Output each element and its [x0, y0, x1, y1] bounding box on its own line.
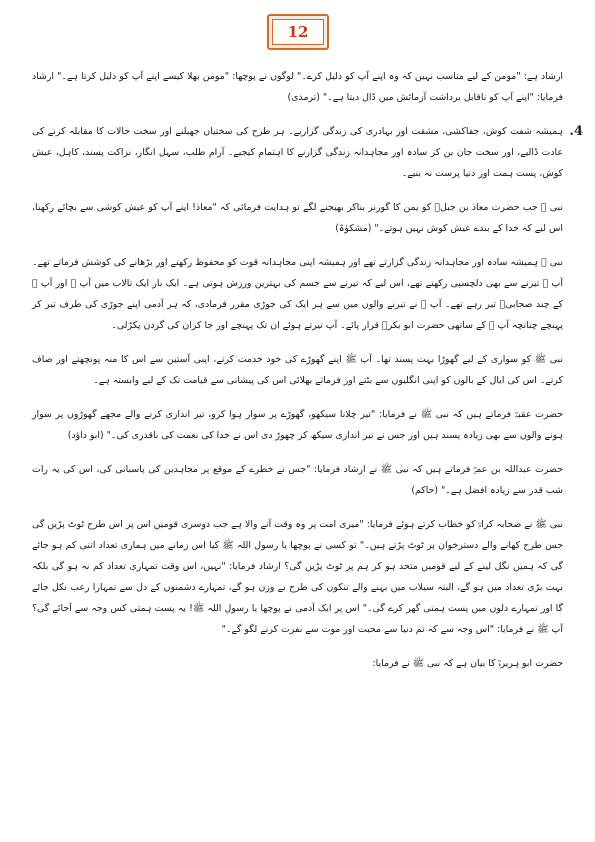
page-number: 12 — [287, 23, 309, 41]
paragraph: نبی ﷺ کو سواری کے لیے گھوڑا بہت پسند تھا۔ آپ ﷺ اپنے گھوڑے کی خود خدمت کرتے، اپنی آستین سے اس کا منہ پونچھتے اور صاف کرتے۔ اس کی ایال کے بالوں کو اپنی انگلیوں سے بٹتے اور فرماتے بھلائی اس کی پیشانی سے قیامت تک کے لیے وابستہ ہے۔ — [32, 354, 563, 386]
numbered-paragraph — [32, 121, 583, 184]
paragraph: نبی ﷺ ہمیشہ سادہ اور مجاہدانہ زندگی گزارتے تھے اور ہمیشہ اپنی مجاہدانہ قوت کو محفوظ رکھنے اور بڑھانے کی کوشش فرماتے تھے۔ آپ ﷺ تیرنے سے بھی دلچسپی رکھتے تھے، اس لیے کہ تیرنے سے جسم کی بہترین ورزش ہوتی ہے۔ ایک بار ایک تالاب میں آپ ﷺ اور آپ ﷺ کے چند صحابیؓ تیر رہے تھے۔ آپ ﷺ نے تیرنے والوں میں سے ہر ایک کی جوڑی مقرر فرمادی، کہ ہر آدمی اپنے جوڑی کی طرف تیر کر پہنچے چنانچہ آپ ﷺ کے ساتھی حضرت ابو بکرؓ قرار پائے۔ آپ تیرتے ہوئے ان تک پہنچے اور جا کران کی گردن پکڑلی۔ — [32, 257, 563, 331]
paragraph: حضرت ابو ہریرہؓ کا بیان ہے کہ نبی ﷺ نے فرمایا: — [372, 658, 563, 669]
item-number: 4. — [569, 124, 583, 139]
page-number-frame — [272, 19, 324, 45]
paragraph: نبی ﷺ نے صحابہ کرامؓ کو خطاب کرتے ہوئے فرمایا: "میری امت پر وہ وقت آنے والا ہے جب دوسری قومیں اس پر اس طرح ٹوٹ پڑیں گی جس طرح کھانے والے دسترخوان پر ٹوٹ پڑتے ہیں۔" تو کسی نے پوچھا یا رسول اللہ ﷺ کیا اس زمانے میں ہماری تعداد اتنی کم ہو جائے گی کہ ہمیں نگل لینے کے لیے قومیں متحد ہو کر ہم پر ٹوٹ پڑیں گی؟ ارشاد فرمایا: "نہیں، اس وقت تمہاری تعداد کم نہ ہو گی بلکہ بہت بڑی تعداد میں ہو گے، البتہ سیلاب میں بہنے والے تنکوں کی طرح بے وزن ہو گے، تمہارے دشمنوں کے دل سے تمہارا رعب نکل جائے گا اور تمہارے دلوں میں پست ہمتی گھر کرے گی۔" اس پر ایک آدمی نے پوچھا یا رسول اللہ ﷺ! یہ پست ہمتی کس وجہ سے آجائے گی؟ آپ ﷺ نے فرمایا: "اس وجہ سے کہ تم دنیا سے محبت اور موت سے نفرت کرنے لگو گے۔" — [32, 519, 563, 635]
paragraph: حضرت عبداللہ بن عمرؓ فرماتے ہیں کہ نبی ﷺ نے ارشاد فرمایا: "جس نے خطرے کے موقع پر مجاہدین کی پاسبانی کی، اس کی یہ رات شب قدر سے زیادہ افضل ہے۔" (حاکم) — [32, 464, 563, 496]
paragraph: حضرت عقبہؓ فرماتے ہیں کہ نبی ﷺ نے فرمایا: "تیر چلانا سیکھو، گھوڑے پر سوار ہوا کرو، تیر اندازی کرنے والے مجھے گھوڑوں پر سوار ہونے والوں سے بھی زیادہ پسند ہیں اور جس نے تیر اندازی سیکھ کر چھوڑ دی اس نے خدا کی نعمت کی ناقدری کی۔" (ابو داؤد) — [32, 409, 563, 441]
paragraph: نبی ﷺ جب حضرت معاذ بن جبلؓ کو یمن کا گورنر بناکر بھیجنے لگے تو ہدایت فرمائی کہ "معاذ! اپنے آپ کو عیش کوشی سے بچائے رکھنا، اس لیے کہ خدا کے بندے عیش کوش نہیں ہوتے۔" (مشکوٰۃ) — [32, 202, 563, 234]
body-text — [32, 66, 583, 822]
paragraph: ارشاد ہے: "مومن کے لیے مناسب نہیں کہ وہ اپنے آپ کو ذلیل کرے۔" لوگوں نے پوچھا: "مومن بھلا کیسے اپنے آپ کو ذلیل کرتا ہے۔" ارشاد فرمایا: "اپنے آپ کو ناقابل برداشت آزمائش میں ڈال دیتا ہے۔" (ترمذی) — [32, 71, 563, 103]
page-number-badge — [267, 14, 329, 50]
paragraph-text: ہمیشہ شفت کوش، جفاکشی، مشقت اور بہادری کی زندگی گزاریے۔ ہر طرح کی سختیاں جھیلنے اور سخت حالات کا مقابلہ کرنے کی عادت ڈالیے، اور سخت جان بن کر سادہ اور مجاہدانہ زندگی گزارنے کا اہتمام کیجیے۔ آرام طلب، سہل انگار، نزاکت پسند، کاہل، عیش کوش، پست ہمت اور دنیا پرست نہ بنیے۔ — [32, 126, 563, 179]
